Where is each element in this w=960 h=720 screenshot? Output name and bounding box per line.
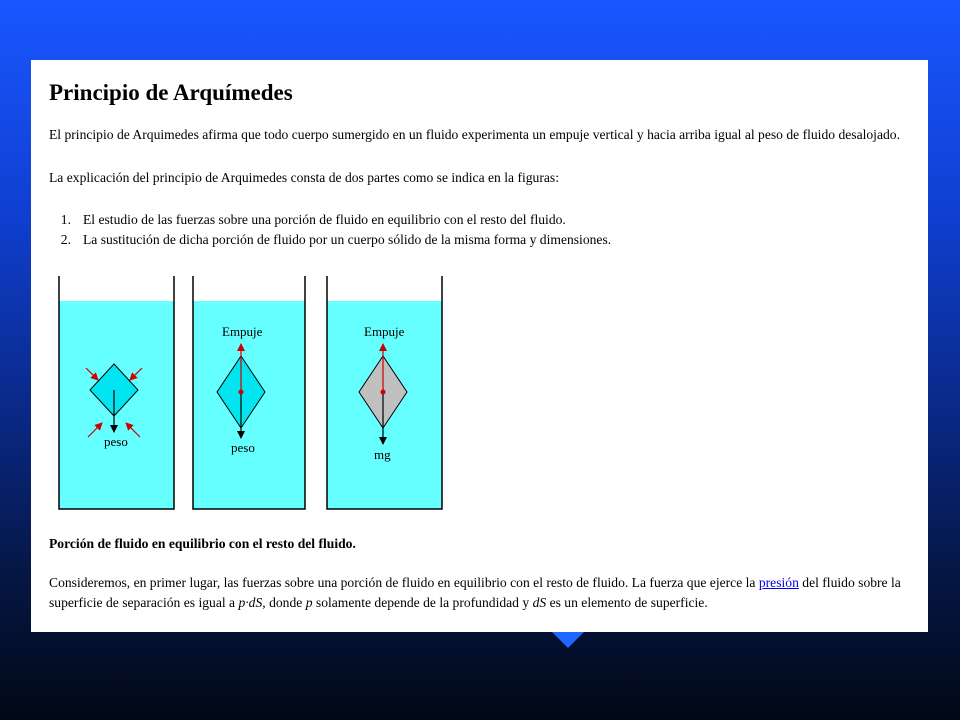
presion-link[interactable]: presión (758, 575, 799, 590)
list-item-text: El estudio de las fuerzas sobre una porción de fluido en equilibrio con el resto del fluido. (83, 212, 566, 227)
body-text: del fluido sobre la superficie de separación es igual a (49, 575, 901, 610)
figure-caption: Porción de fluido en equilibrio con el resto del fluido. (49, 536, 356, 551)
list-item-number: 1. (60, 212, 71, 227)
list-item-number: 2. (60, 232, 71, 247)
list-item (49, 230, 611, 250)
math-term: dS (532, 595, 547, 610)
intro-paragraph: El principio de Arquimedes afirma que todo cuerpo sumergido en un fluido experimenta un empuje vertical y hacia arriba igual al peso de fluido desalojado. (49, 127, 900, 142)
container-3 (327, 276, 442, 509)
body-text: Consideremos, en primer lugar, las fuerzas sobre una porción de fluido en equilibrio con el resto de fluido. La fuerza que ejerce la (49, 575, 759, 590)
buoyancy-label: Empuje (364, 324, 405, 339)
list-item (49, 210, 611, 230)
center-point (381, 390, 386, 395)
math-term: p (305, 595, 313, 610)
center-point (239, 390, 244, 395)
weight-label: peso (231, 440, 255, 455)
list-item-text: La sustitución de dicha porción de fluido por un cuerpo sólido de la misma forma y dimensiones. (83, 232, 612, 247)
explanation-paragraph: La explicación del principio de Arquimedes consta de dos partes como se indica en la figuras: (49, 170, 559, 185)
weight-label: peso (104, 434, 128, 449)
slide-decoration-triangle (552, 632, 584, 648)
body-paragraph (49, 573, 911, 613)
content-panel (31, 60, 928, 632)
container-1 (59, 276, 174, 509)
container-2 (193, 276, 305, 509)
math-term: p·dS (238, 595, 263, 610)
buoyancy-label: Empuje (222, 324, 263, 339)
weight-label: mg (374, 447, 391, 462)
body-text: , donde (262, 595, 306, 610)
archimedes-figure (56, 274, 456, 519)
steps-list (49, 210, 611, 250)
body-text: solamente depende de la profundidad y (312, 595, 533, 610)
body-text: es un elemento de superficie. (546, 595, 708, 610)
page-title: Principio de Arquímedes (49, 80, 293, 105)
